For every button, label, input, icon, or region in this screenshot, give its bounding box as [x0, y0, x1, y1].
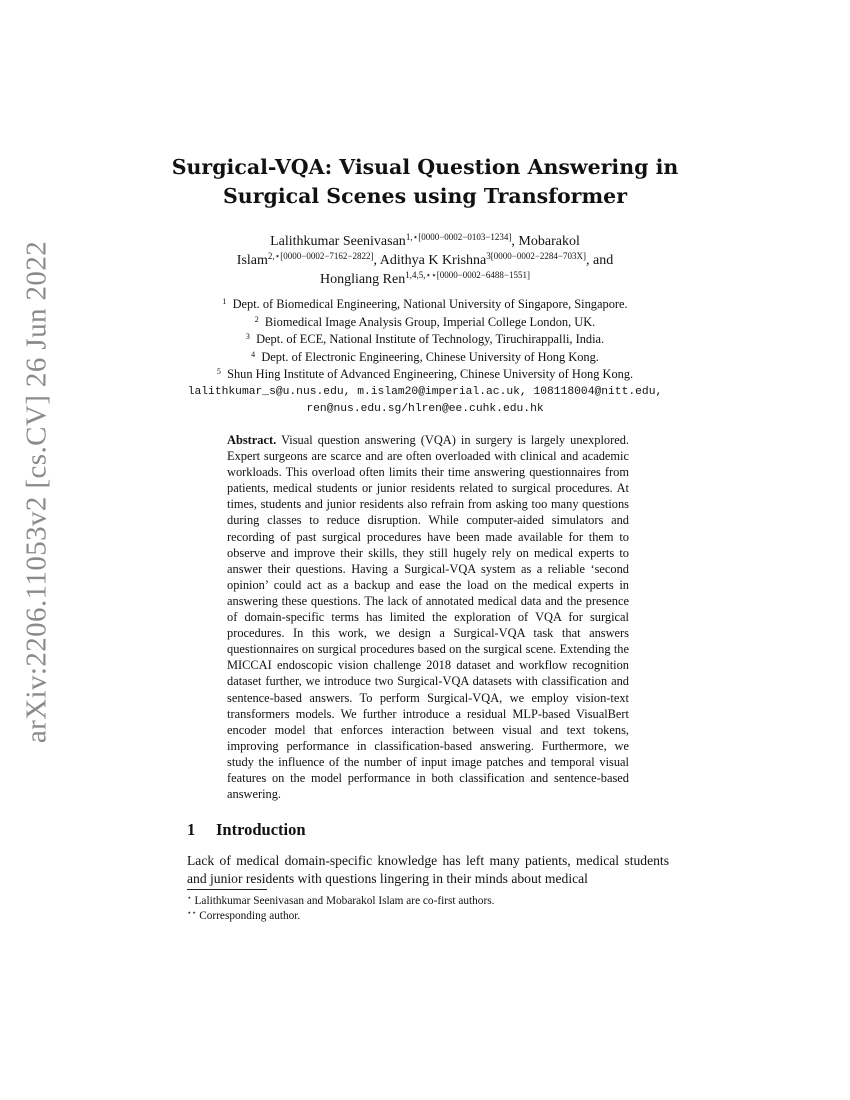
author-list	[190, 232, 660, 289]
affiliation-line: $^4$ Dept. of Electronic Engineering, Chinese University of Hong Kong.	[251, 349, 599, 364]
abstract	[227, 432, 629, 802]
author-name: Islam	[236, 253, 268, 268]
author-orcid: 3[0000−0002−2284−703X]	[486, 251, 586, 261]
affiliation-line: $^1$ Dept. of Biomedical Engineering, National University of Singapore, Singapore.	[222, 297, 628, 311]
paper-title	[150, 153, 700, 211]
arxiv-identifier-text: arXiv:2206.11053v2 [cs.CV] 26 Jun 2022	[20, 240, 53, 744]
section-heading-introduction	[187, 820, 306, 840]
affiliation-line: $^5$ Shun Hing Institute of Advanced Engineering, Chinese University of Hong Kong.	[216, 367, 634, 381]
affiliation-line: $^2$ Biomedical Image Analysis Group, Imperial College London, UK.	[254, 314, 596, 329]
author-separator: , Mobarakol	[511, 234, 580, 249]
footnote: ⋆ Lalithkumar Seenivasan and Mobarakol Islam are co-first authors.	[187, 893, 495, 907]
footnotes	[187, 894, 669, 924]
author-orcid: 1,⋆[0000−0002−0103−1234]	[405, 232, 512, 242]
footnote-rule	[187, 889, 267, 890]
author-orcid: 1,4,5,⋆⋆[0000−0002−6488−1551]	[405, 270, 530, 280]
section-number: 1	[187, 820, 196, 839]
abstract-label: Abstract.	[227, 433, 277, 447]
author-name: Lalithkumar Seenivasan	[270, 234, 406, 249]
paper-title-line-2: Surgical Scenes using Transformer	[222, 184, 627, 208]
author-separator: , Adithya K Krishna	[373, 253, 487, 268]
introduction-paragraph: Lack of medical domain-specific knowledge has left many patients, medical students and junior residents with questions lingering in their minds about medical	[187, 853, 669, 886]
footnote: ⋆⋆ Corresponding author.	[187, 908, 301, 922]
section-title: Introduction	[216, 820, 306, 839]
author-orcid: 2,⋆[0000−0002−7162−2822]	[267, 251, 374, 261]
email-line: ren@nus.edu.sg/hlren@ee.cuhk.edu.hk	[306, 403, 544, 415]
affiliation-list	[160, 296, 690, 419]
paper-title-line-1: Surgical-VQA: Visual Question Answering in	[171, 155, 679, 179]
author-name: Hongliang Ren	[320, 272, 406, 287]
arxiv-identifier-stamp	[18, 240, 56, 744]
affiliation-line: $^3$ Dept. of ECE, National Institute of Technology, Tiruchirappalli, India.	[245, 332, 605, 346]
email-line: lalithkumar_s@u.nus.edu, m.islam20@imperial.ac.uk, 108118004@nitt.edu,	[187, 385, 663, 398]
author-separator: , and	[586, 253, 614, 268]
abstract-text: Visual question answering (VQA) in surgery is largely unexplored. Expert surgeons are scarce and are often overloaded with clinical and academic workloads. This overload often limits their time answering questionnaires from patients, medical students or junior residents related to surgical procedures. At times, students and junior residents also refrain from asking too many questions during classes to reduce disruption. While computer-aided simulators and recording of past surgical procedures have been made available for them to observe and improve their skills, they still hugely rely on medical experts to answer their questions. Having a Surgical-VQA system as a reliable ‘second opinion’ could act as a backup and ease the load on the medical experts in answering these questions. The lack of annotated medical data and the presence of domain-specific terms has limited the exploration of VQA for surgical procedures. In this work, we design a Surgical-VQA task that answers questionnaires on surgical procedures based on the surgical scene. Extending the MICCAI endoscopic vision challenge 2018 dataset and workflow recognition dataset further, we introduce two Surgical-VQA datasets with classification and sentence-based answers. To perform Surgical-VQA, we employ vision-text transformers models. We further introduce a residual MLP-based VisualBert encoder model that enforces interaction between visual and text tokens, improving performance in classification-based answering. Furthermore, we study the influence of the number of input image patches and temporal visual features on the model performance in both classification and sentence-based answering.	[227, 433, 630, 802]
